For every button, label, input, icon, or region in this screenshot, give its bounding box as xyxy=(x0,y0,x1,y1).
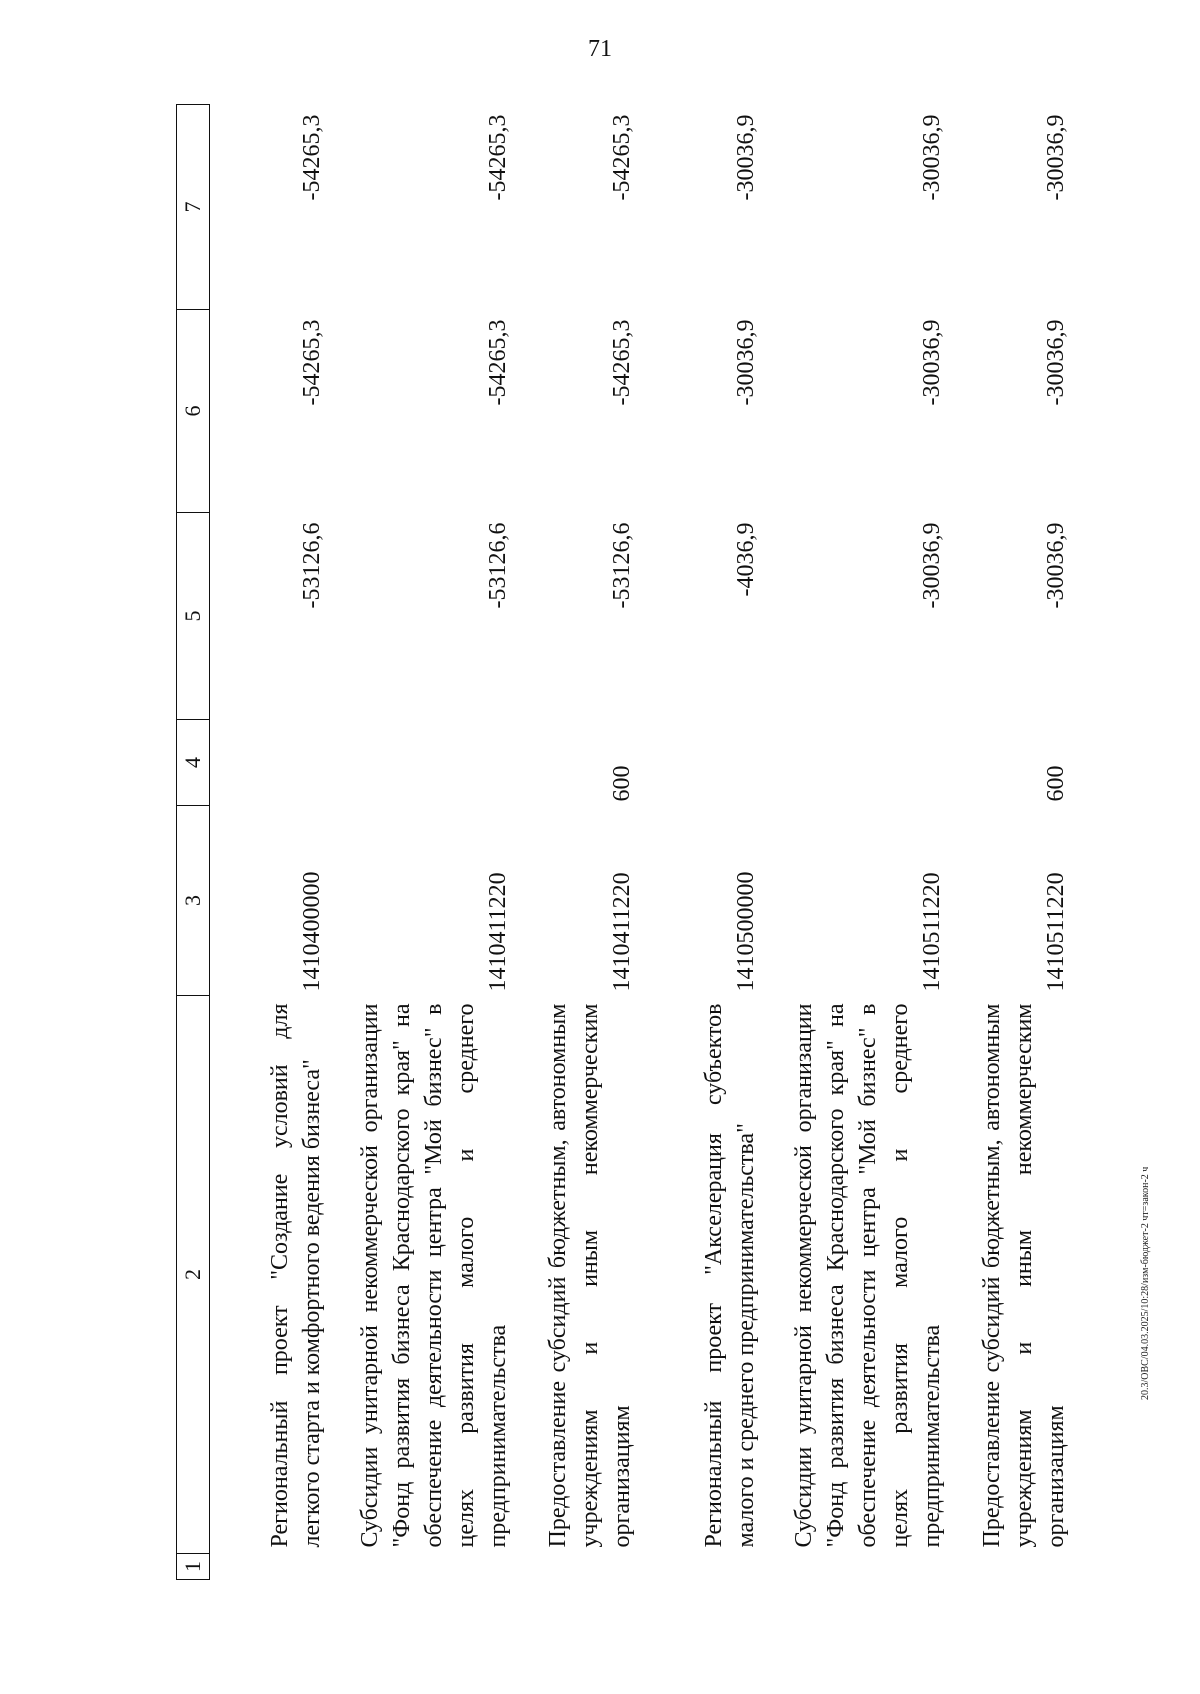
row-type-cell: 600 xyxy=(1042,765,1069,802)
column-header-2: 2 xyxy=(177,996,210,1554)
row-name-cell: Региональный проект "Акселерация субъектов малого и среднего предпринимательства" xyxy=(700,1003,759,1548)
row-name-cell: Субсидии унитарной некоммерческой организации "Фонд развития бизнеса Краснодарского края" на обеспечение деятельности центра "Мой бизнес" в целях развития малого и среднего предпринимательства xyxy=(790,1003,945,1548)
row-value7-cell: -54265,3 xyxy=(608,114,635,201)
table-row xyxy=(520,105,644,1580)
table-row xyxy=(768,105,954,1580)
row-col1-cell xyxy=(520,1554,644,1580)
row-type-cell xyxy=(768,720,954,806)
row-value6-cell: -30036,9 xyxy=(918,319,945,406)
row-value5-cell: -30036,9 xyxy=(918,522,945,609)
row-name-cell: Предоставление субсидий бюджетным, автономным учреждениям и иным некоммерческим организациям xyxy=(544,1003,635,1548)
row-name-cell: Региональный проект "Создание условий для легкого старта и комфортного ведения бизнеса" xyxy=(266,1003,325,1548)
row-value7-cell: -54265,3 xyxy=(484,114,511,201)
budget-table xyxy=(176,104,1078,1580)
table-row xyxy=(210,105,334,1580)
row-value6-cell: -54265,3 xyxy=(298,319,325,406)
row-value6-cell: -54265,3 xyxy=(484,319,511,406)
row-code-cell: 1410411220 xyxy=(484,872,511,992)
row-value5-cell: -4036,9 xyxy=(732,522,759,597)
row-type-cell: 600 xyxy=(608,765,635,802)
table-row xyxy=(644,105,768,1580)
row-col1-cell xyxy=(954,1554,1078,1580)
column-header-1: 1 xyxy=(177,1554,210,1580)
column-header-7: 7 xyxy=(177,105,210,310)
row-type-cell xyxy=(210,720,334,806)
row-code-cell: 1410511220 xyxy=(918,872,945,992)
row-col1-cell xyxy=(334,1554,520,1580)
page-number: 71 xyxy=(588,36,612,62)
column-header-3: 3 xyxy=(177,806,210,996)
row-name-cell: Субсидии унитарной некоммерческой организации "Фонд развития бизнеса Краснодарского края" на обеспечение деятельности центра "Мой бизнес" в целях развития малого и среднего предпринимательства xyxy=(356,1003,511,1548)
column-header-4: 4 xyxy=(177,720,210,806)
row-value5-cell: -53126,6 xyxy=(608,522,635,609)
row-value5-cell: -30036,9 xyxy=(1042,522,1069,609)
budget-table-rotated xyxy=(176,105,1096,1580)
row-code-cell: 1410511220 xyxy=(1042,872,1069,992)
row-code-cell: 1410400000 xyxy=(298,871,325,992)
row-value6-cell: -30036,9 xyxy=(1042,319,1069,406)
row-value6-cell: -54265,3 xyxy=(608,319,635,406)
row-col1-cell xyxy=(644,1554,768,1580)
row-name-cell: Предоставление субсидий бюджетным, автономным учреждениям и иным некоммерческим организациям xyxy=(978,1003,1069,1548)
column-header-6: 6 xyxy=(177,310,210,513)
row-value6-cell: -30036,9 xyxy=(732,319,759,406)
row-type-cell xyxy=(644,720,768,806)
row-value7-cell: -30036,9 xyxy=(918,114,945,201)
row-value7-cell: -30036,9 xyxy=(1042,114,1069,201)
row-value5-cell: -53126,6 xyxy=(484,522,511,609)
row-value5-cell: -53126,6 xyxy=(298,522,325,609)
table-row xyxy=(954,105,1078,1580)
row-col1-cell xyxy=(210,1554,334,1580)
column-header-5: 5 xyxy=(177,513,210,720)
row-type-cell xyxy=(334,720,520,806)
document-footer-code: 20.3/ОВС/04.03.2025/10:28/изм-бюджет-2 чт=закон-2 ч xyxy=(1140,1166,1151,1400)
row-code-cell: 1410500000 xyxy=(732,871,759,992)
table-header-row xyxy=(177,105,210,1580)
table-row xyxy=(334,105,520,1580)
row-code-cell: 1410411220 xyxy=(608,872,635,992)
row-value7-cell: -54265,3 xyxy=(298,114,325,201)
row-col1-cell xyxy=(768,1554,954,1580)
row-value7-cell: -30036,9 xyxy=(732,114,759,201)
